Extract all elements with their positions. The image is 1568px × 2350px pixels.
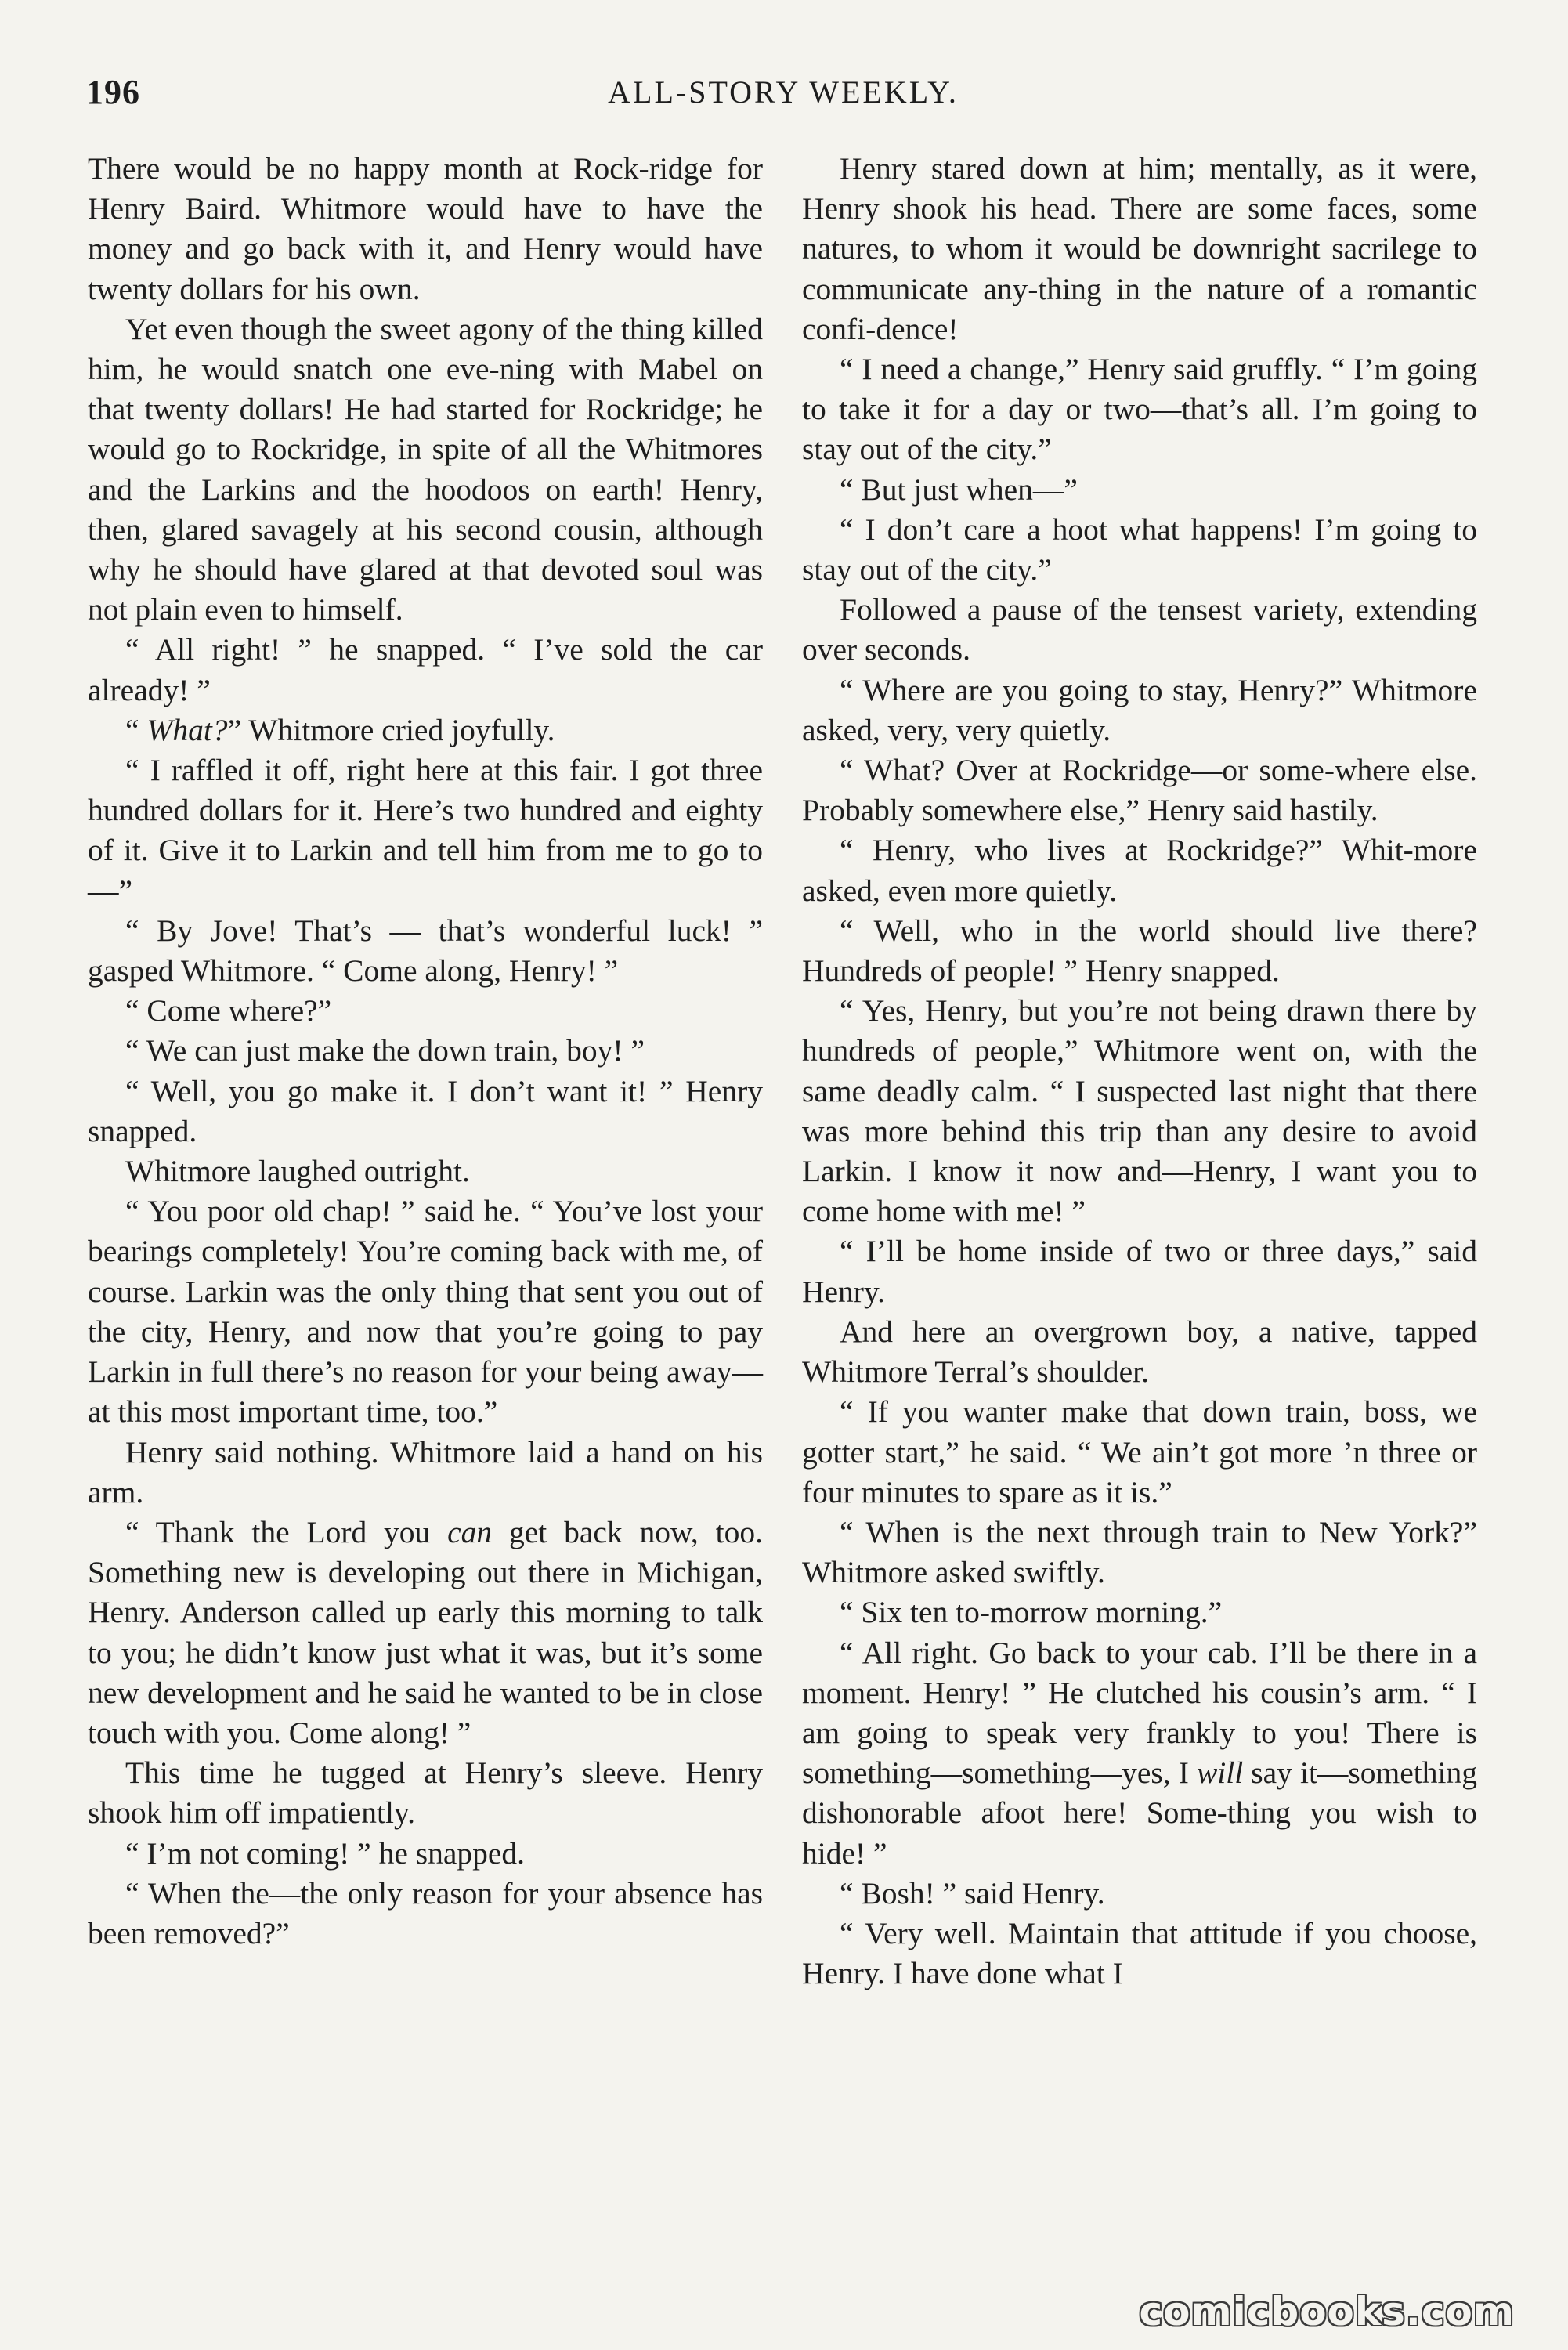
paragraph: “ I’m not coming! ” he snapped.	[125, 1835, 526, 1871]
paragraph: Henry said nothing. Whitmore laid a hand on his arm.	[88, 1434, 763, 1509]
right-column	[802, 149, 1477, 1994]
paragraph: “ When the—the only reason for your absence has been removed?”	[88, 1875, 763, 1950]
paragraph: “ I’ll be home inside of two or three days,” said Henry.	[802, 1234, 1477, 1309]
paragraph: “ I raffled it off, right here at this fair. I got three hundred dollars for it. Here’s two hundred and eighty of it. Give it to Larkin and tell him from me to go to—”	[88, 753, 763, 908]
paragraph: Yet even though the sweet agony of the thing killed him, he would snatch one eve-ning with Mabel on that twenty dollars! He had started for Rockridge; he would go to Rockridge, in spite of all the Whitmores and the Larkins and the hoodoos on earth! Henry, then, glared savagely at his second cousin, although why he should have glared at that devoted soul was not plain even to himself.	[88, 311, 763, 627]
paragraph: “ All right. Go back to your cab. I’ll be there in a moment. Henry! ” He clutched his cousin’s arm. “ I am going to speak very frankly to you! There is something—something—yes, I will say it—something dishonorable afoot here! Some-thing you wish to hide! ”	[802, 1635, 1477, 1871]
paragraph: Henry stared down at him; mentally, as it were, Henry shook his head. There are some faces, some natures, to whom it would be downright sacrilege to communicate any-thing in the nature of a romantic confi-dence!	[802, 151, 1477, 346]
page-number: 196	[86, 73, 140, 111]
paragraph: There would be no happy month at Rock-ridge for Henry Baird. Whitmore would have to have the money and go back with it, and Henry would have twenty dollars for his own.	[88, 151, 763, 306]
paragraph: “ You poor old chap! ” said he. “ You’ve lost your bearings completely! You’re coming back with me, of course. Larkin was the only thing that sent you out of the city, Henry, and now that you’re going to pay Larkin in full there’s no reason for your being away—at this most important time, too.”	[88, 1194, 763, 1430]
paragraph: “ We can just make the down train, boy! ”	[125, 1033, 645, 1068]
page-header	[86, 72, 1480, 119]
paragraph: “ All right! ” he snapped. “ I’ve sold the car already! ”	[88, 632, 763, 707]
paragraph: “ If you wanter make that down train, boss, we gotter start,” he said. “ We ain’t got more ’n three or four minutes to spare as it is.”	[802, 1394, 1477, 1509]
paragraph: “ Where are you going to stay, Henry?” Whitmore asked, very, very quietly.	[802, 672, 1477, 747]
paragraph: “ But just when—”	[840, 472, 1078, 507]
paragraph: “ Come where?”	[125, 993, 332, 1029]
paragraph: “ When is the next through train to New York?” Whitmore asked swiftly.	[802, 1514, 1477, 1590]
paragraph: “ I don’t care a hoot what happens! I’m going to stay out of the city.”	[802, 512, 1477, 588]
left-column	[88, 149, 763, 1954]
paragraph: “ I need a change,” Henry said gruffly. “ I’m going to take it for a day or two—that’s all. I’m going to stay out of the city.”	[802, 352, 1477, 467]
paragraph: “ Bosh! ” said Henry.	[840, 1875, 1105, 1911]
paragraph: And here an overgrown boy, a native, tapped Whitmore Terral’s shoulder.	[802, 1314, 1477, 1390]
paragraph: “ What? Over at Rockridge—or some-where else. Probably somewhere else,” Henry said hastily.	[802, 753, 1477, 828]
watermark-logo: comicbooks.com	[1139, 2289, 1515, 2334]
paragraph: This time he tugged at Henry’s sleeve. Henry shook him off impatiently.	[88, 1755, 763, 1831]
paragraph: “ By Jove! That’s — that’s wonderful luck! ” gasped Whitmore. “ Come along, Henry! ”	[88, 913, 763, 989]
paragraph: “ Very well. Maintain that attitude if you choose, Henry. I have done what I	[802, 1915, 1477, 1991]
paragraph: Whitmore laughed outright.	[125, 1154, 470, 1189]
paragraph: Followed a pause of the tensest variety, extending over seconds.	[802, 592, 1477, 667]
paragraph: “ Thank the Lord you can get back now, too. Something new is developing out there in Michigan, Henry. Anderson called up early this morning to talk to you; he didn’t know just what it was, but it’s some new development and he said he wanted to be in close touch with you. Come along! ”	[88, 1514, 763, 1750]
paragraph: “ Well, you go make it. I don’t want it! ” Henry snapped.	[88, 1073, 763, 1148]
paragraph: “ Henry, who lives at Rockridge?” Whit-more asked, even more quietly.	[802, 833, 1477, 908]
paragraph: “ Yes, Henry, but you’re not being drawn there by hundreds of people,” Whitmore went on, with the same deadly calm. “ I suspected last night that there was more behind this trip than any desire to avoid Larkin. I know it now and—Henry, I want you to come home with me! ”	[802, 993, 1477, 1229]
paragraph: “ Six ten to-morrow morning.”	[840, 1595, 1223, 1630]
running-head: ALL-STORY WEEKLY.	[608, 74, 959, 110]
paragraph: “ What?” Whitmore cried joyfully.	[125, 712, 555, 747]
paragraph: “ Well, who in the world should live there? Hundreds of people! ” Henry snapped.	[802, 913, 1477, 989]
